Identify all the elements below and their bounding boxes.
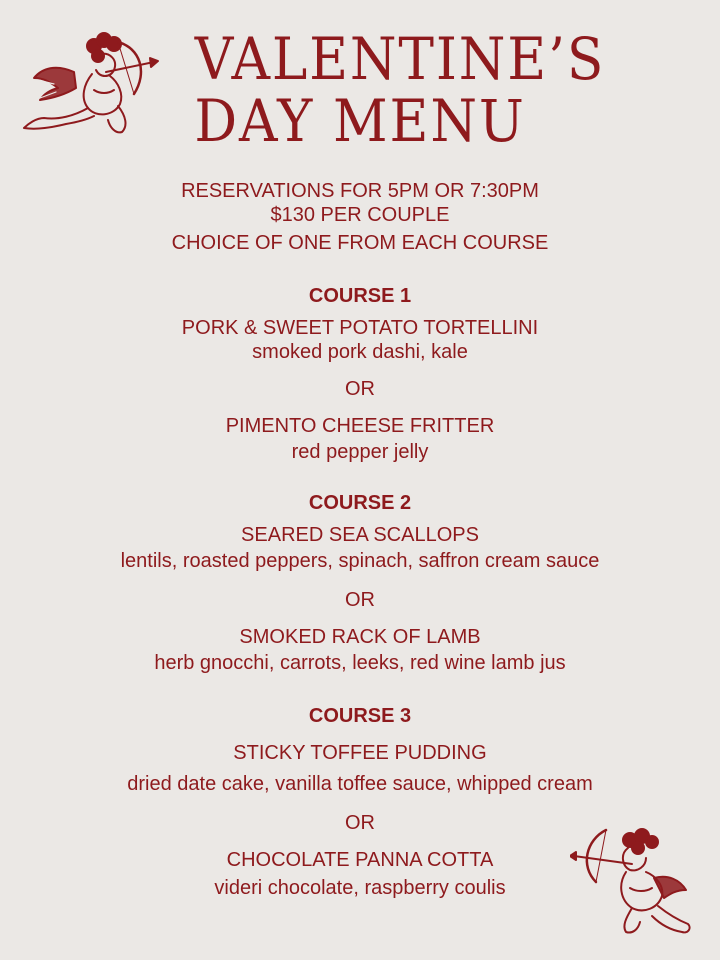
choice-text: CHOICE OF ONE FROM EACH COURSE bbox=[171, 232, 549, 254]
course-3-heading: COURSE 3 bbox=[308, 705, 412, 727]
course-2-option-2-name: SMOKED RACK OF LAMB bbox=[239, 626, 481, 648]
course-3-option-1-desc: dried date cake, vanilla toffee sauce, whipped cream bbox=[127, 773, 593, 795]
course-2-option-2-desc: herb gnocchi, carrots, leeks, red wine lamb jus bbox=[154, 652, 566, 674]
course-1-option-1-desc: smoked pork dashi, kale bbox=[252, 341, 468, 363]
course-3-option-2-name: CHOCOLATE PANNA COTTA bbox=[226, 849, 494, 871]
menu-title bbox=[0, 25, 720, 155]
title-line-1: VALENTINE’S bbox=[194, 25, 606, 93]
course-1-option-1-name: PORK & SWEET POTATO TORTELLINI bbox=[181, 317, 539, 339]
course-1-or: OR bbox=[345, 378, 375, 400]
course-3-option-2-desc: videri chocolate, raspberry coulis bbox=[214, 877, 506, 899]
price-text: $130 PER COUPLE bbox=[270, 204, 450, 226]
course-1-option-2-desc: red pepper jelly bbox=[291, 441, 429, 463]
course-2-option-1-desc: lentils, roasted peppers, spinach, saffron cream sauce bbox=[120, 550, 600, 572]
course-1-option-2-name: PIMENTO CHEESE FRITTER bbox=[225, 415, 495, 437]
course-3-option-1-name: STICKY TOFFEE PUDDING bbox=[233, 742, 487, 764]
course-1-heading: COURSE 1 bbox=[308, 285, 412, 307]
reservations-text: RESERVATIONS FOR 5PM OR 7:30PM bbox=[181, 180, 539, 202]
course-2-option-1-name: SEARED SEA SCALLOPS bbox=[241, 524, 479, 546]
course-3-or: OR bbox=[345, 812, 375, 834]
course-2-heading: COURSE 2 bbox=[308, 492, 412, 514]
title-line-2: DAY MENU bbox=[194, 87, 526, 155]
course-2-or: OR bbox=[345, 589, 375, 611]
